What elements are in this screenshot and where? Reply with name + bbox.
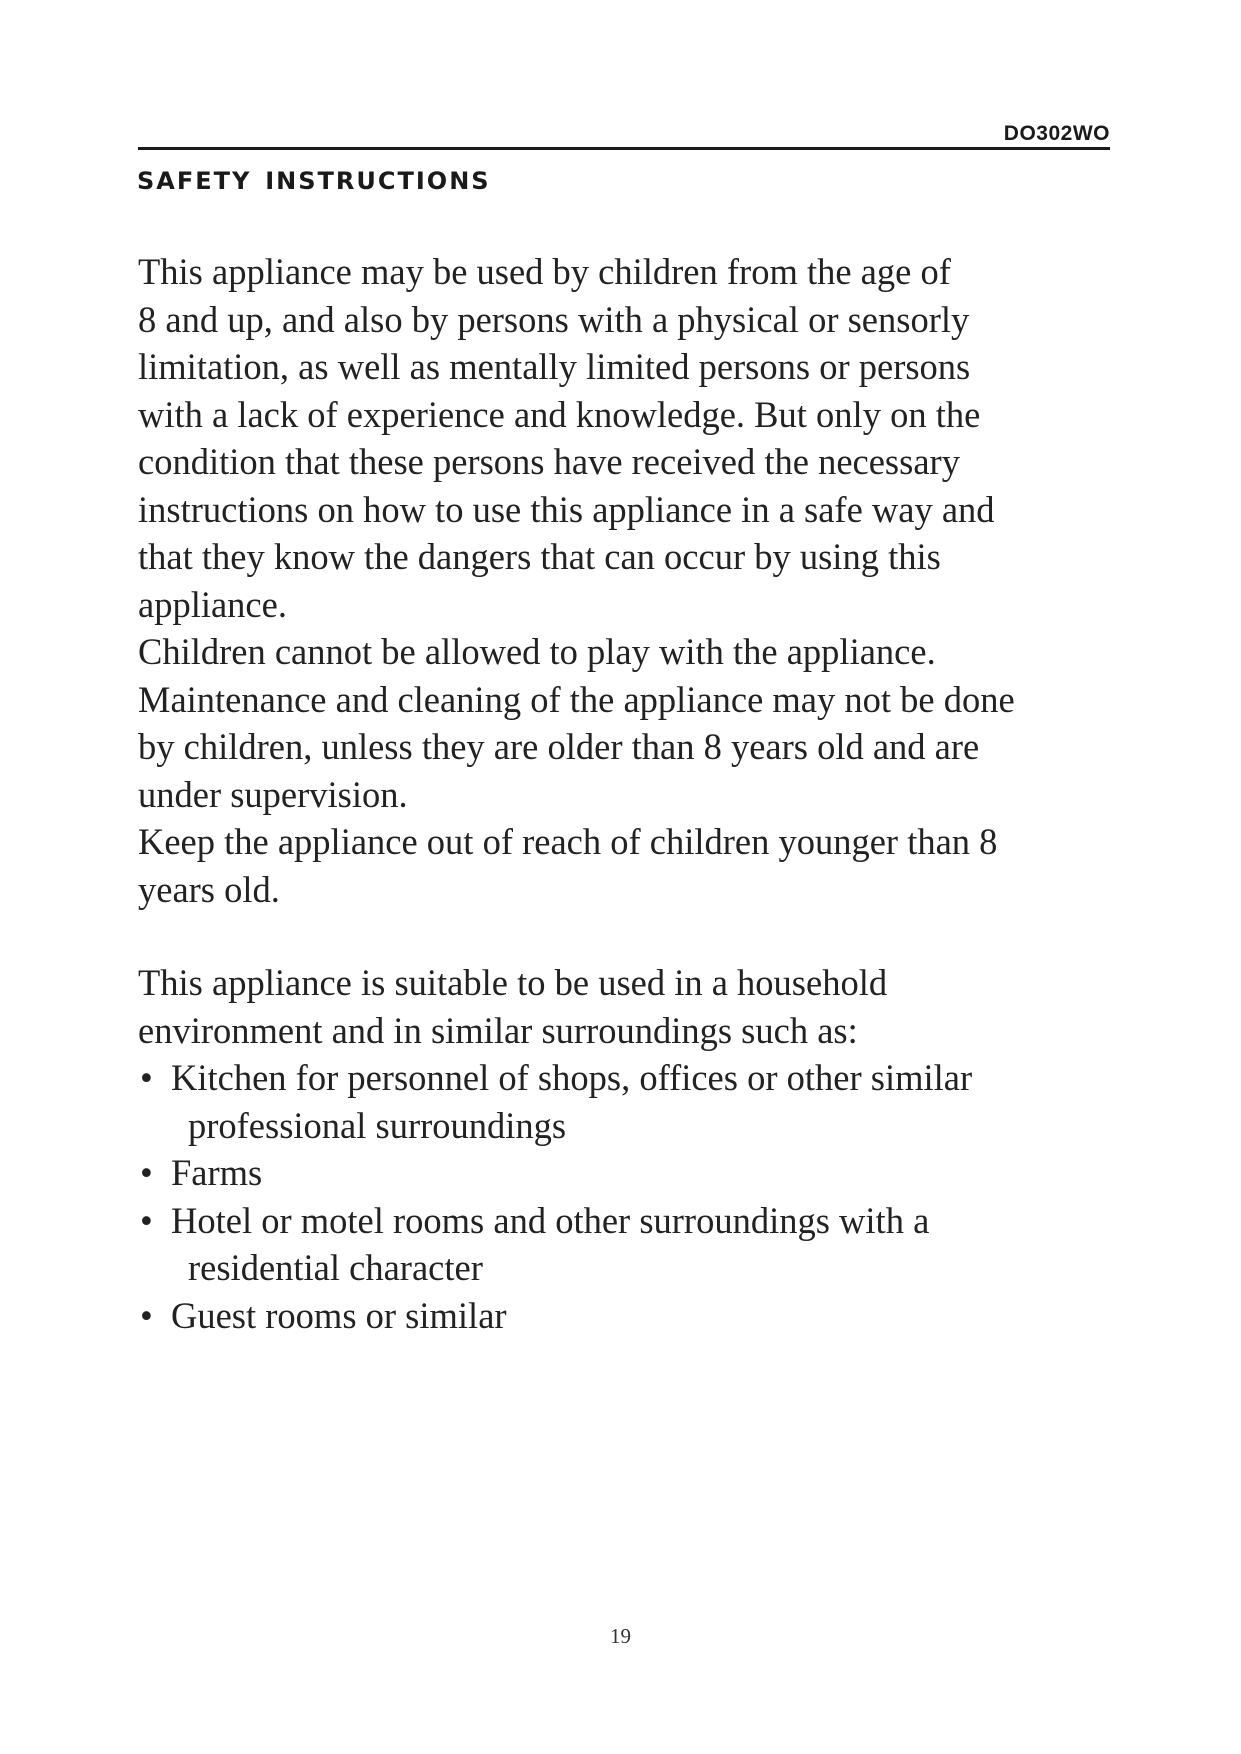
list-item-continuation: professional surroundings xyxy=(188,1104,567,1146)
list-item-continuation: residential character xyxy=(188,1247,483,1288)
text-line: with a lack of experience and knowledge. But only on the xyxy=(138,393,981,435)
header-rule xyxy=(138,147,1110,150)
list-item-text: Hotel or motel rooms and other surroundings with a xyxy=(171,1199,930,1241)
paragraph-out-of-reach xyxy=(138,818,1118,913)
text-line: limitation, as well as mentally limited persons or persons xyxy=(138,346,971,387)
list-item xyxy=(138,1197,1118,1292)
text-line: instructions on how to use this appliance in a safe way and xyxy=(138,488,995,530)
section-title: safety instructions xyxy=(137,158,491,198)
text-line: condition that these persons have received the necessary xyxy=(138,441,960,482)
text-line: under supervision. xyxy=(138,773,408,815)
bullet-icon: • xyxy=(140,1294,153,1336)
bullet-icon: • xyxy=(140,1199,153,1241)
text-line: appliance. xyxy=(138,583,287,625)
text-line: Keep the appliance out of reach of children younger than 8 xyxy=(138,821,998,862)
page-number: 19 xyxy=(610,1624,631,1648)
paragraph-maintenance xyxy=(138,676,1118,819)
text-line: by children, unless they are older than 8 years old and are xyxy=(138,726,980,767)
text-line: This appliance may be used by children from the age of xyxy=(138,251,951,292)
text-line: This appliance is suitable to be used in a household xyxy=(138,962,888,1003)
text-line: Maintenance and cleaning of the appliance may not be done xyxy=(138,678,1015,720)
bullet-icon: • xyxy=(140,1057,153,1098)
main-content xyxy=(138,248,1118,1339)
text-line: that they know the dangers that can occur by using this xyxy=(138,536,941,577)
text-line: years old. xyxy=(138,868,280,910)
paragraph-spacer xyxy=(138,913,1118,959)
list-item xyxy=(138,1149,1118,1197)
environment-list xyxy=(138,1054,1118,1339)
list-item-text: Farms xyxy=(171,1152,263,1193)
list-item-text: Kitchen for personnel of shops, offices or other similar xyxy=(171,1057,973,1098)
paragraph-suitable-environments xyxy=(138,959,1118,1054)
list-item xyxy=(138,1292,1118,1340)
bullet-icon: • xyxy=(140,1152,153,1193)
text-line: 8 and up, and also by persons with a physical or sensorly xyxy=(138,298,970,340)
list-item-text: Guest rooms or similar xyxy=(171,1294,507,1336)
paragraph-age-and-capability xyxy=(138,248,1118,628)
list-item xyxy=(138,1054,1118,1149)
model-code: DO302WO xyxy=(1003,122,1110,145)
paragraph-children-play: Children cannot be allowed to play with the appliance. xyxy=(138,631,936,672)
text-line: environment and in similar surroundings such as: xyxy=(138,1009,858,1051)
